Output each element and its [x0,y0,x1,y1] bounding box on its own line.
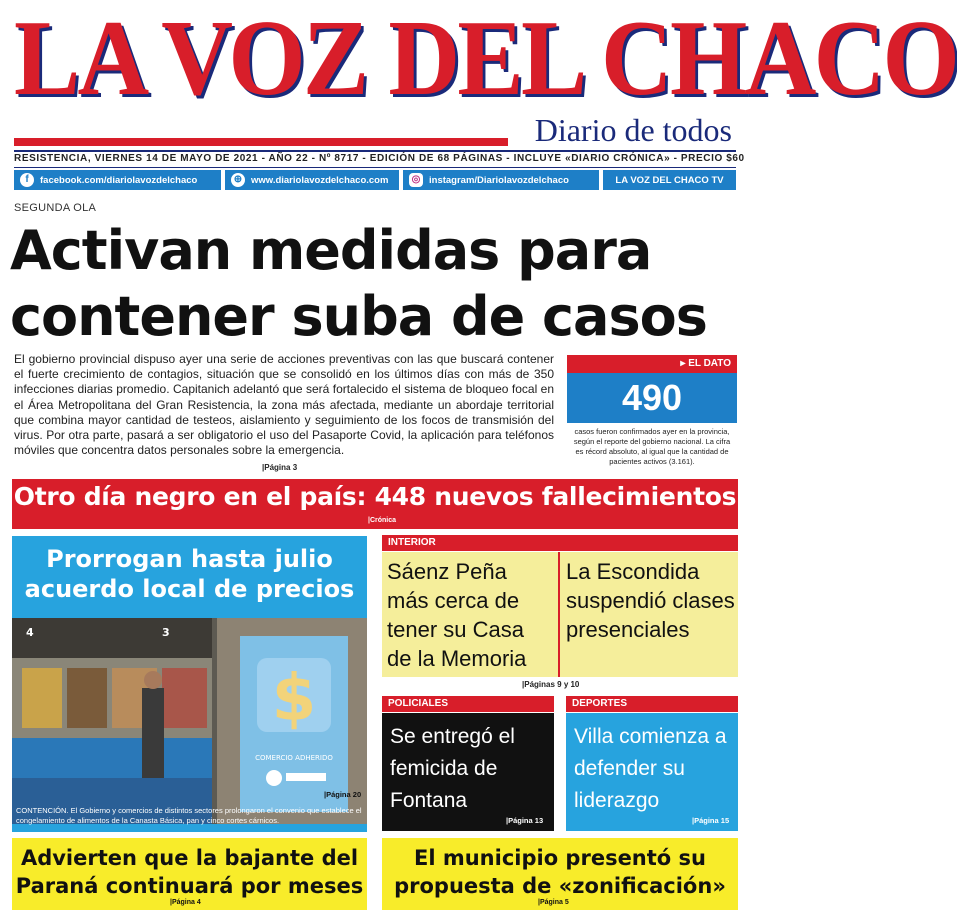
svg-text:3: 3 [162,626,170,639]
svg-text:COMERCIO ADHERIDO: COMERCIO ADHERIDO [255,754,333,762]
interior-divider [558,552,560,677]
parana-headline: Advierten que la bajante del Paraná continuará por meses [15,846,364,898]
website-link[interactable] [225,170,399,190]
deaths-page-ref: |Crónica [368,517,397,524]
policiales-headline: Se entregó el femicida de Fontana [390,725,515,812]
facebook-icon: f [20,173,34,187]
precios-headline: Prorrogan hasta julio acuerdo local de precios [24,545,355,603]
saenz-pena-story[interactable]: Sáenz Peña más cerca de tener su Casa de la Memoria [387,559,527,671]
interior-section-header: INTERIOR [382,535,738,551]
newspaper-title: LA VOZ DEL CHACO [14,0,957,118]
lead-body: El gobierno provincial dispuso ayer una serie de acciones preventivas con las que buscará contener el fuerte crecimiento de contagios, situación que se consolidó en los últimos días con más de 350 infecciones diarias promedio. Capitanich adelantó que será fortalecido el sistema de bloqueo focal en el Área Metropolitana del Gran Resistencia, la zona más afectada, mediante un abordaje territorial que combina mayor cantidad de testeos, aislamiento y seguimiento de los focos de transmisión del virus. Por otra parte, pasará a ser obligatorio el uso del Pasaporte Covid, la aplicación para teléfonos móviles que concentra datos personales sobre la emergencia. [14,352,554,458]
tv-link[interactable] [603,170,736,190]
deportes-story[interactable] [566,713,738,831]
policiales-story[interactable] [382,713,554,831]
deportes-headline: Villa comienza a defender su liderazgo [574,725,727,812]
deportes-section-header: DEPORTES [566,696,738,712]
lead-page-ref: |Página 3 [262,463,298,472]
facebook-label: facebook.com/diariolavozdelchaco [40,174,198,186]
lead-headline[interactable]: Activan medidas para contener suba de casos [10,219,707,348]
social-bar [14,170,736,190]
website-label: www.diariolavozdelchaco.com [251,174,389,186]
deaths-headline: Otro día negro en el país: 448 nuevos fallecimientos [13,482,737,511]
el-dato-text: casos fueron confirmados ayer en la provincia, según el reporte del gobierno nacional. La cifra es récord absoluto, al igual que la cantidad de pacientes activos (3.161). [573,427,731,466]
supermarket-illustration [12,618,367,824]
masthead-red-bar [14,138,508,146]
zonificacion-page-ref: |Página 5 [538,899,569,906]
parana-story[interactable] [12,838,367,910]
masthead-divider [14,150,736,152]
zonificacion-story[interactable] [382,838,738,910]
deportes-page-ref: |Página 15 [692,816,730,825]
globe-icon: ⊕ [231,173,245,187]
edition-info: RESISTENCIA, VIERNES 14 DE MAYO DE 2021 - AÑO 22 - Nº 8717 - EDICIÓN DE 68 PÁGINAS - INCLUYE «DIARIO CRÓNICA» - PRECIO $60 [14,153,745,164]
instagram-icon: ◎ [409,173,423,187]
lead-kicker: SEGUNDA OLA [14,202,97,214]
newspaper-slogan: Diario de todos [534,112,732,148]
precios-story[interactable] [12,536,367,832]
tv-label: LA VOZ DEL CHACO TV [615,174,724,186]
masthead [0,0,957,150]
instagram-label: instagram/Diariolavozdelchaco [429,174,569,186]
deaths-banner[interactable] [12,479,738,529]
facebook-link[interactable] [14,170,221,190]
el-dato-number: 490 [567,373,737,423]
precios-page-ref: |Página 20 [324,790,362,799]
parana-page-ref: |Página 4 [170,899,201,906]
instagram-link[interactable] [403,170,599,190]
edition-divider [14,167,736,168]
policiales-page-ref: |Página 13 [506,816,544,825]
zonificacion-headline: El municipio presentó su propuesta de «zonificación» [394,846,726,898]
svg-text:4: 4 [26,626,34,639]
la-escondida-story[interactable]: La Escondida suspendió clases presenciales [566,559,735,642]
el-dato-label: ▸ EL DATO [567,355,737,373]
supermarket-photo [12,618,367,824]
svg-text:$: $ [271,662,317,736]
interior-page-ref: |Páginas 9 y 10 [522,680,580,689]
policiales-section-header: POLICIALES [382,696,554,712]
precios-caption: CONTENCIÓN. El Gobierno y comercios de distintos sectores prolongaron el convenio que establece el congelamiento de alimentos de la Canasta Básica, pan y cinco cortes cárnicos. [16,806,362,825]
el-dato-box [567,355,737,473]
